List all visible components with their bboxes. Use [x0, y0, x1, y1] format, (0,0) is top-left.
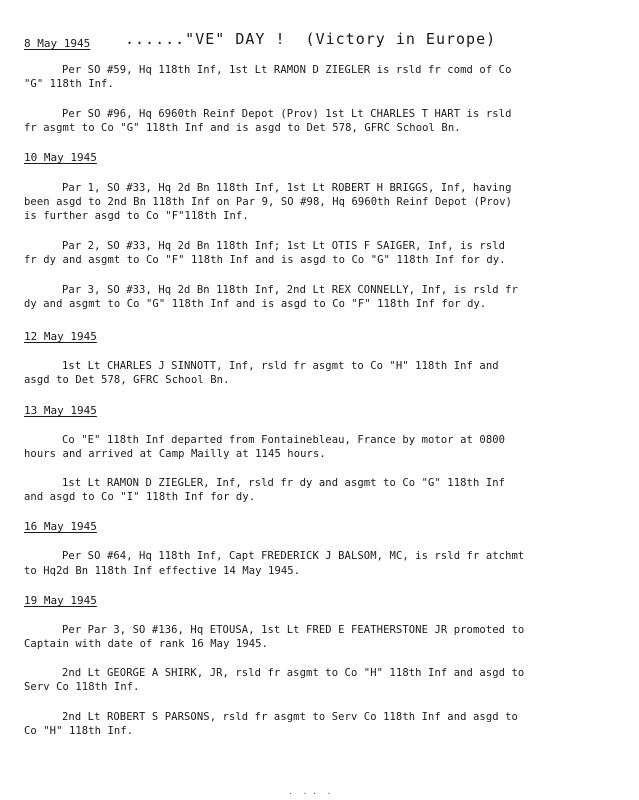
paragraph-line: dy and asgmt to Co "G" 118th Inf and is asgd to Co "F" 118th Inf for dy. — [24, 298, 487, 310]
paragraph-line: been asgd to 2nd Bn 118th Inf on Par 9, SO #98, Hq 6960th Reinf Depot (Prov) — [24, 196, 513, 208]
ve-day-title: ......"VE" DAY ! (Victory in Europe) — [125, 30, 497, 48]
paragraph-line: Par 2, SO #33, Hq 2d Bn 118th Inf; 1st Lt OTIS F SAIGER, Inf, is rsld — [62, 240, 506, 252]
section-date: 13 May 1945 — [24, 404, 97, 417]
paragraph-line: Co "E" 118th Inf departed from Fontainebleau, France by motor at 0800 — [62, 434, 506, 446]
section-date: 10 May 1945 — [24, 151, 97, 164]
section-date: 16 May 1945 — [24, 520, 97, 533]
paragraph-line: Per SO #64, Hq 118th Inf, Capt FREDERICK J BALSOM, MC, is rsld fr atchmt — [62, 550, 525, 562]
section-date: 19 May 1945 — [24, 594, 97, 607]
paragraph-line: Serv Co 118th Inf. — [24, 681, 140, 693]
paragraph-line: hours and arrived at Camp Mailly at 1145 hours. — [24, 448, 326, 460]
paragraph-line: is further asgd to Co "F"118th Inf. — [24, 210, 249, 222]
paragraph-line: Captain with date of rank 16 May 1945. — [24, 638, 269, 650]
paragraph-line: Per SO #96, Hq 6960th Reinf Depot (Prov) 1st Lt CHARLES T HART is rsld — [62, 108, 512, 120]
paragraph-line: Par 3, SO #33, Hq 2d Bn 118th Inf, 2nd Lt REX CONNELLY, Inf, is rsld fr — [62, 284, 518, 296]
paragraph-line: "G" 118th Inf. — [24, 78, 114, 90]
paragraph-line: Per SO #59, Hq 118th Inf, 1st Lt RAMON D ZIEGLER is rsld fr comd of Co — [62, 64, 512, 76]
paragraph-line: fr dy and asgmt to Co "F" 118th Inf and is asgd to Co "G" 118th Inf for dy. — [24, 254, 506, 266]
paragraph-line: 1st Lt CHARLES J SINNOTT, Inf, rsld fr asgmt to Co "H" 118th Inf and — [62, 360, 499, 372]
paragraph-line: Par 1, SO #33, Hq 2d Bn 118th Inf, 1st Lt ROBERT H BRIGGS, Inf, having — [62, 182, 512, 194]
paragraph-line: Co "H" 118th Inf. — [24, 725, 134, 737]
paragraph-line: 2nd Lt GEORGE A SHIRK, JR, rsld fr asgmt to Co "H" 118th Inf and asgd to — [62, 667, 525, 679]
section-date: 8 May 1945 — [24, 37, 91, 50]
paragraph-line: asgd to Det 578, GFRC School Bn. — [24, 374, 230, 386]
paragraph-line: 1st Lt RAMON D ZIEGLER, Inf, rsld fr dy and asgmt to Co "G" 118th Inf — [62, 477, 506, 489]
paragraph-line: and asgd to Co "I" 118th Inf for dy. — [24, 491, 256, 503]
paragraph-line: 2nd Lt ROBERT S PARSONS, rsld fr asgmt to Serv Co 118th Inf and asgd to — [62, 711, 518, 723]
section-date: 12 May 1945 — [24, 330, 97, 343]
paragraph-line: fr asgmt to Co "G" 118th Inf and is asgd to Det 578, GFRC School Bn. — [24, 122, 461, 134]
paragraph-line: Per Par 3, SO #136, Hq ETOUSA, 1st Lt FRED E FEATHERSTONE JR promoted to — [62, 624, 525, 636]
paragraph-line: to Hq2d Bn 118th Inf effective 14 May 1945. — [24, 565, 301, 577]
scan-specks: · · · · — [288, 789, 332, 798]
